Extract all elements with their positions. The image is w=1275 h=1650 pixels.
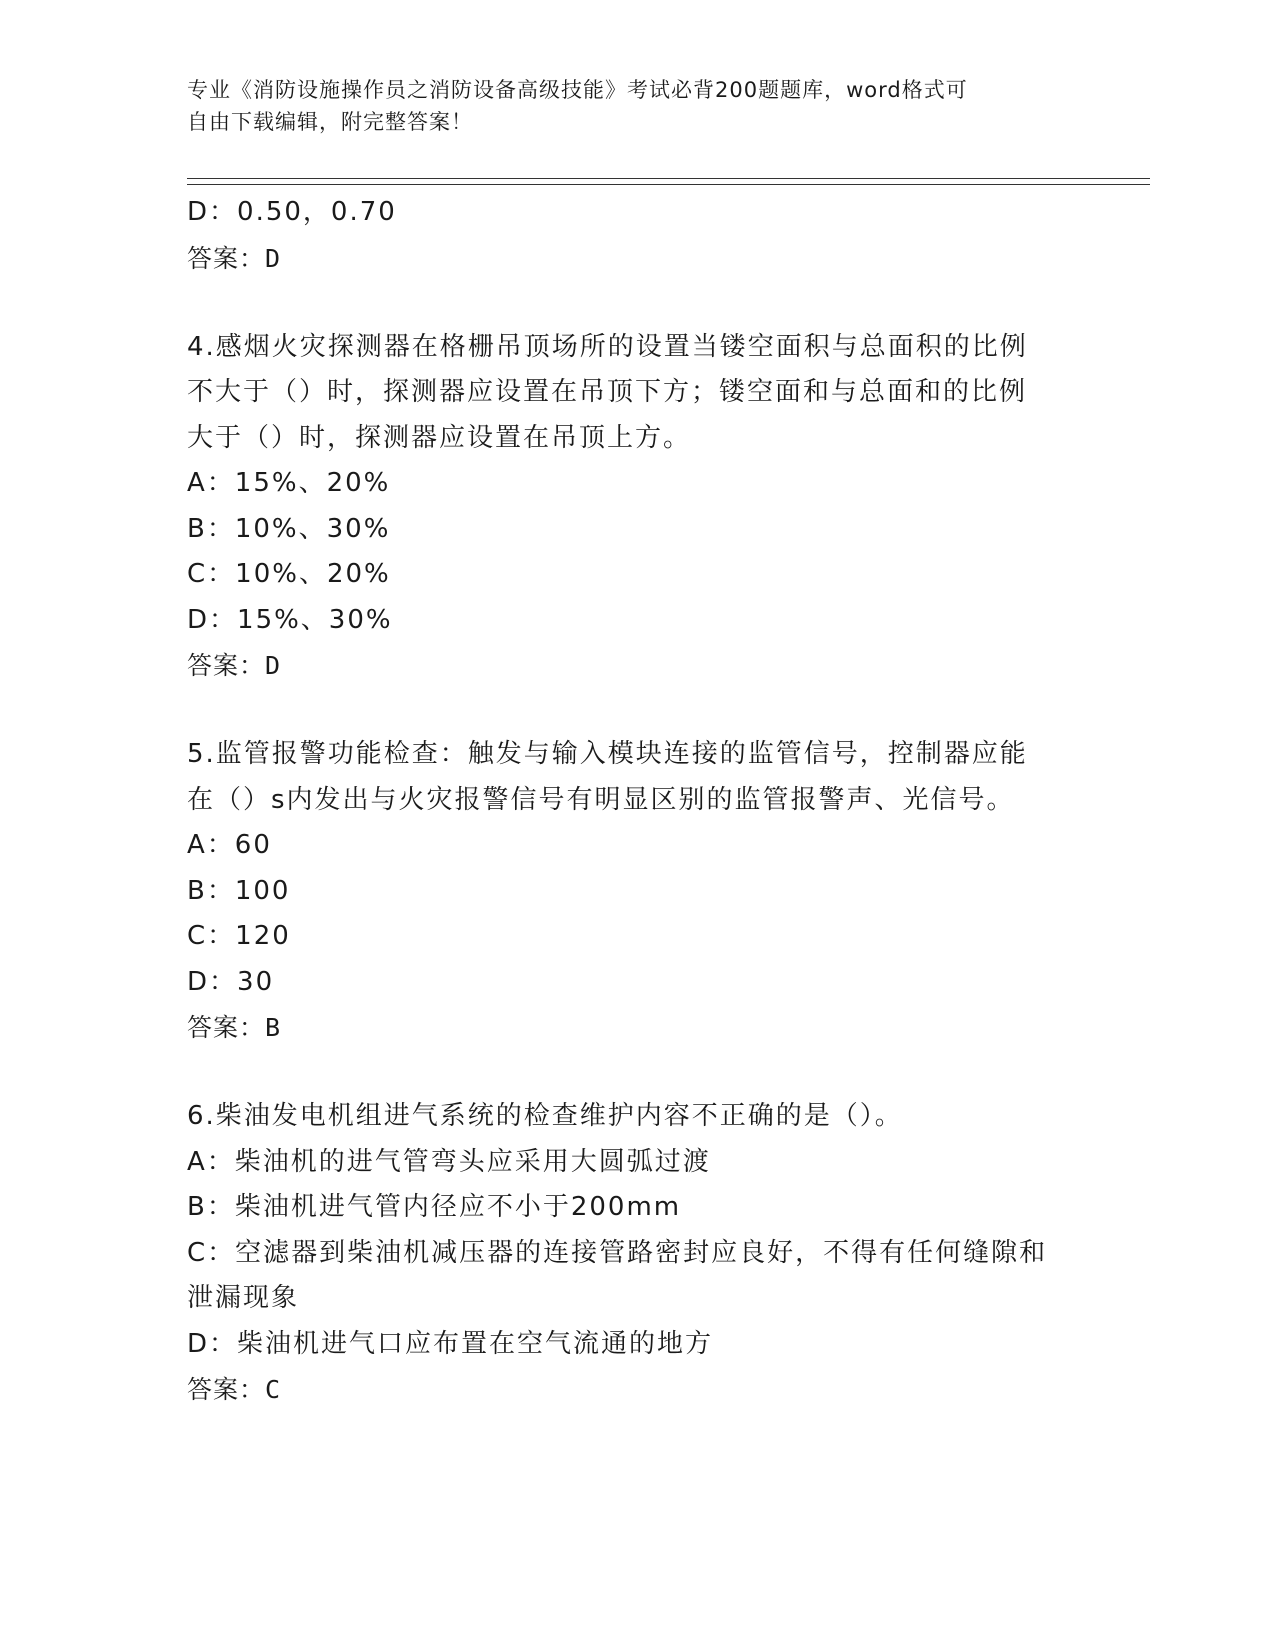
spacer xyxy=(187,688,1087,732)
question-stem-line: 6.柴油发电机组进气系统的检查维护内容不正确的是（）。 xyxy=(187,1101,903,1131)
previous-question-tail xyxy=(187,190,1087,281)
question-stem-line: 大于（）时，探测器应设置在吊顶上方。 xyxy=(187,422,692,453)
option-a: A：60 xyxy=(187,830,272,860)
answer-line: 答案：D xyxy=(187,651,282,680)
spacer xyxy=(187,281,1087,325)
option-a: A：15%、20% xyxy=(187,468,391,498)
option-d: D：15%、30% xyxy=(187,604,393,635)
header-line-2: 自由下载编辑，附完整答案！ xyxy=(187,110,473,134)
question-6 xyxy=(187,1094,1087,1412)
option-c: C：10%、20% xyxy=(187,559,391,589)
option-d: D：柴油机进气口应布置在空气流通的地方 xyxy=(187,1328,714,1359)
spacer xyxy=(187,1050,1087,1094)
option-c-continuation: 泄漏现象 xyxy=(187,1283,300,1313)
document-header xyxy=(187,74,1067,138)
option-d: D：30 xyxy=(187,966,275,997)
option-c: C：空滤器到柴油机减压器的连接管路密封应良好，不得有任何缝隙和 xyxy=(187,1237,1048,1268)
option-b: B：柴油机进气管内径应不小于200mm xyxy=(187,1192,682,1222)
option-b: B：100 xyxy=(187,875,291,906)
question-4 xyxy=(187,325,1087,689)
option-b: B：10%、30% xyxy=(187,513,391,544)
option-d: D：0.50，0.70 xyxy=(187,197,397,227)
option-a: A：柴油机的进气管弯头应采用大圆弧过渡 xyxy=(187,1146,711,1177)
question-stem-line: 不大于（）时，探测器应设置在吊顶下方；镂空面和与总面和的比例 xyxy=(187,377,1028,407)
header-line-1: 专业《消防设施操作员之消防设备高级技能》考试必背200题题库，word格式可 xyxy=(187,78,968,102)
option-c: C：120 xyxy=(187,921,291,951)
question-stem-line: 在（）s内发出与火灾报警信号有明显区别的监管报警声、光信号。 xyxy=(187,784,1015,815)
question-5 xyxy=(187,732,1087,1050)
header-divider xyxy=(187,178,1150,185)
document-body xyxy=(187,190,1087,1412)
question-stem-line: 5.监管报警功能检查：触发与输入模块连接的监管信号，控制器应能 xyxy=(187,739,1028,769)
answer-line: 答案：C xyxy=(187,1375,282,1404)
question-stem-line: 4.感烟火灾探测器在格栅吊顶场所的设置当镂空面积与总面积的比例 xyxy=(187,331,1028,362)
answer-line: 答案：B xyxy=(187,1013,282,1042)
answer-line: 答案：D xyxy=(187,243,282,273)
